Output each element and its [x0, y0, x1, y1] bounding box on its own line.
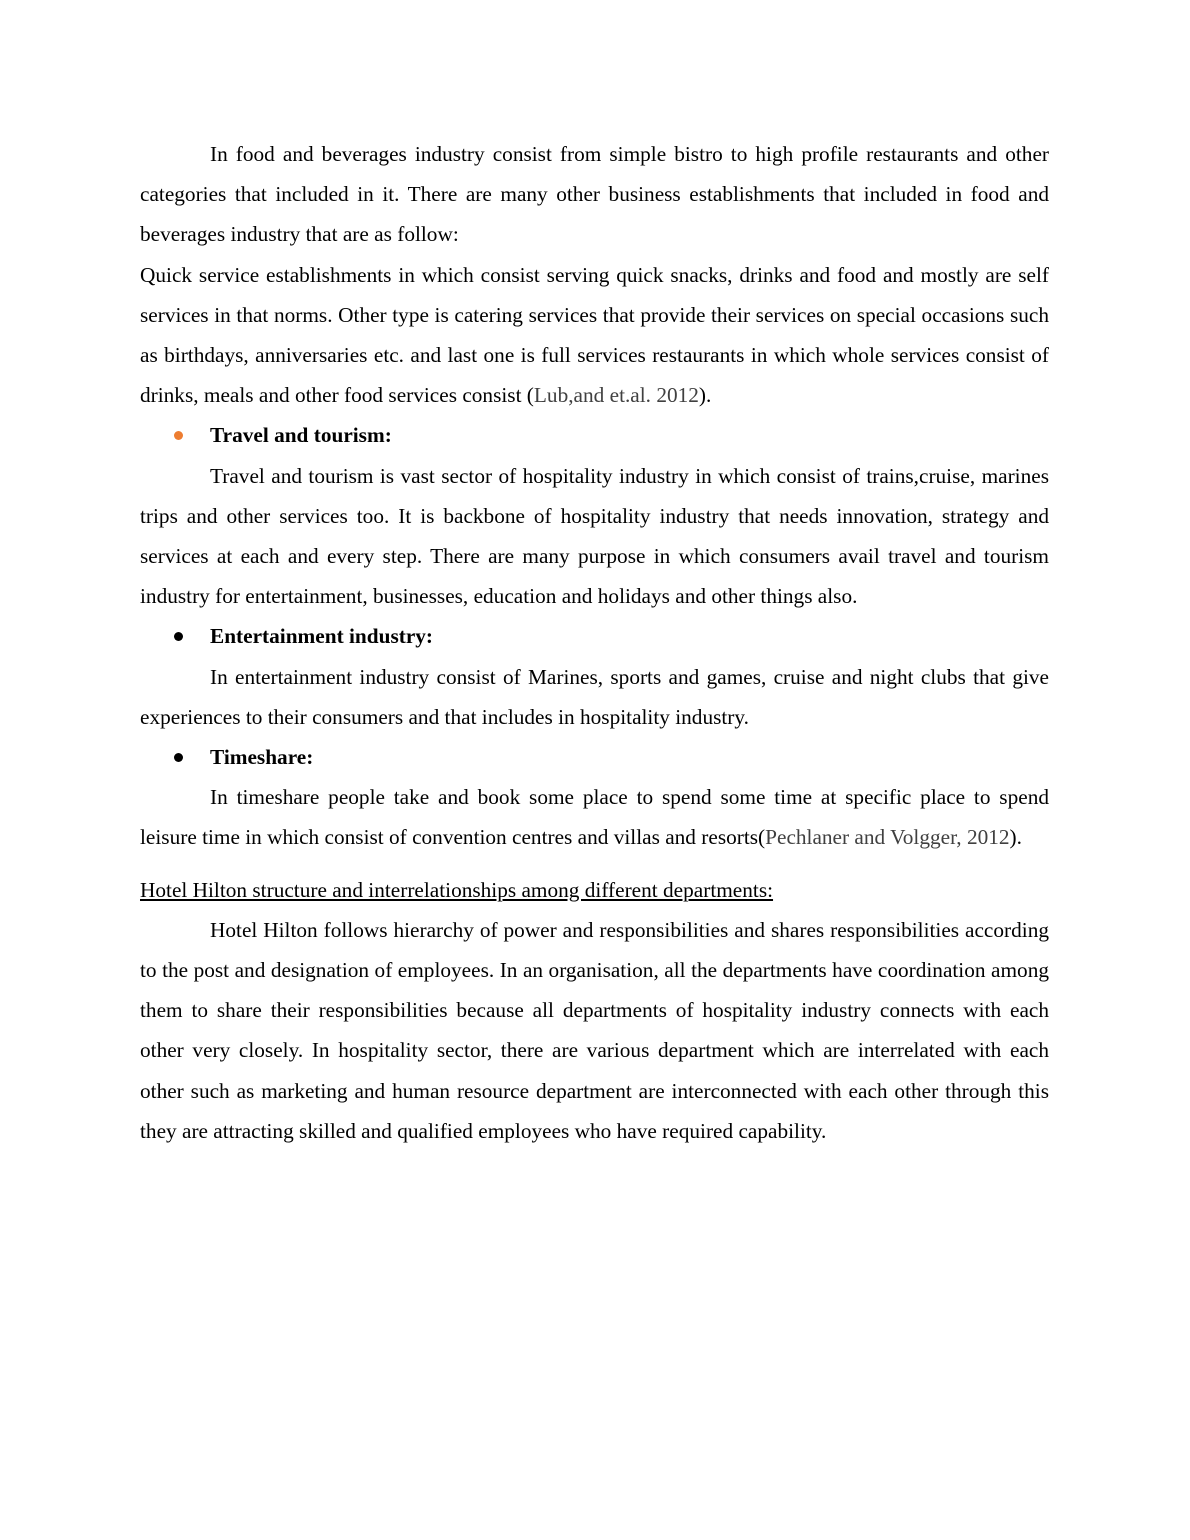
bullet-timeshare	[140, 737, 1049, 777]
citation-lub: Lub,and et.al. 2012	[533, 383, 699, 408]
paragraph-hilton-structure: Hotel Hilton follows hierarchy of power and responsibilities and shares responsibilities according to the post and designation of employees. In an organisation, all the departments have coordination among them to share their responsibilities because all departments of hospitality industry connects with each other very closely. In hospitality sector, there are various department which are interrelated with each other such as marketing and human resource department are interconnected with each other through this they are attracting skilled and qualified employees who have required capability.	[140, 917, 1049, 1143]
paragraph-quick-service-end: ).	[698, 383, 712, 408]
paragraph-quick-service	[140, 255, 1049, 416]
paragraph-travel-tourism: Travel and tourism is vast sector of hospitality industry in which consist of trains,cruise, marines trips and other services too. It is backbone of hospitality industry that needs innovation, strategy and services at each and every step. There are many purpose in which consumers avail travel and tourism industry for entertainment, businesses, education and holidays and other things also.	[140, 463, 1049, 609]
bullet-travel-tourism	[140, 415, 1049, 455]
paragraph-entertainment: In entertainment industry consist of Marines, sports and games, cruise and night clubs that give experiences to their consumers and that includes in hospitality industry.	[140, 664, 1049, 729]
bullet-entertainment	[140, 616, 1049, 656]
bullet-timeshare-label: Timeshare:	[210, 745, 314, 770]
paragraph-timeshare	[140, 777, 1049, 857]
bullet-travel-tourism-label: Travel and tourism:	[210, 423, 392, 448]
document-page	[140, 134, 1049, 1151]
paragraph-quick-service-text: Quick service establishments in which consist serving quick snacks, drinks and food and mostly are self services in that norms. Other type is catering services that provide their services on special occasions such as birthdays, anniversaries etc. and last one is full services restaurants in which whole services consist of drinks, meals and other food services consist (	[140, 262, 1049, 408]
bullet-dot-icon	[174, 753, 183, 762]
citation-pechlaner: Pechlaner and Volgger, 2012	[765, 825, 1010, 850]
paragraph-timeshare-text: In timeshare people take and book some place to spend some time at specific place to spend leisure time in which consist of convention centres and villas and resorts(	[140, 785, 1049, 850]
bullet-dot-icon	[174, 632, 183, 641]
bullet-dot-icon	[174, 431, 183, 440]
section-heading-hilton: Hotel Hilton structure and interrelationships among different departments:	[140, 877, 774, 902]
paragraph-timeshare-end: ).	[1009, 825, 1022, 850]
bullet-entertainment-label: Entertainment industry:	[210, 624, 434, 649]
paragraph-food-beverages-intro: In food and beverages industry consist from simple bistro to high profile restaurants and other categories that included in it. There are many other business establishments that included in food and beverages industry that are as follow:	[140, 142, 1049, 247]
